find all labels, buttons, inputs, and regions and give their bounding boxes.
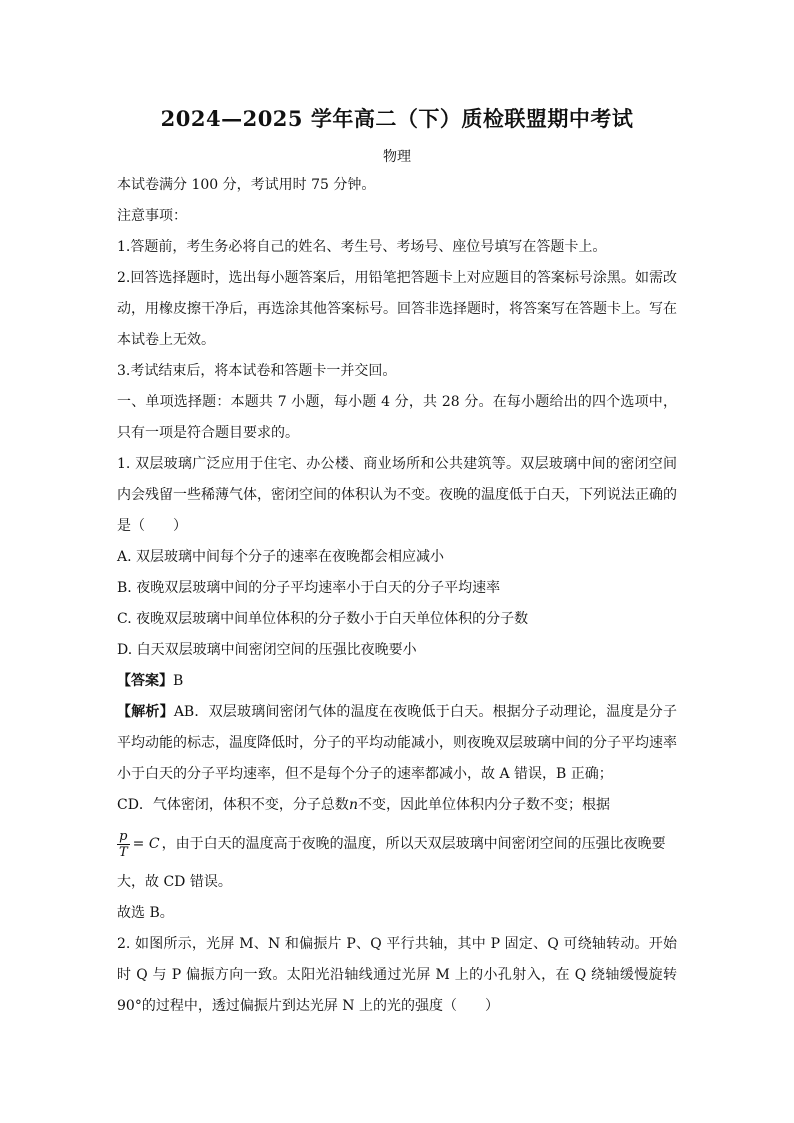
subject-label: 物理: [383, 149, 411, 165]
notice-title: 注意事项：: [117, 208, 187, 224]
notice-item-1: 1.答题前，考生务必将自己的姓名、考生号、考场号、座位号填写在答题卡上。: [117, 239, 607, 255]
section-heading: 一、单项选择题：本题共 7 小题，每小题 4 分，共 28 分。在每小题给出的四个选项中，只有一项是符合题目要求的。: [117, 394, 677, 441]
notice-item-3: 3.考试结束后，将本试卷和答题卡一并交回。: [117, 363, 397, 379]
notice-item-2: 2.回答选择题时，选出每小题答案后，用铅笔把答题卡上对应题目的答案标号涂黑。如需改动，用橡皮擦干净后，再选涂其他答案标号。回答非选择题时，将答案写在答题卡上。写在本试卷上无效。: [117, 270, 677, 348]
question-1-option-c: C. 夜晚双层玻璃中间单位体积的分子数小于白天单位体积的分子数: [117, 611, 529, 627]
question-1-analysis-ab: [117, 697, 677, 790]
question-2-stem: 2. 如图所示，光屏 M、N 和偏振片 P、Q 平行共轴，其中 P 固定、Q 可绕轴转动。开始时 Q 与 P 偏振方向一致。太阳光沿轴线通过光屏 M 上的小孔射入，在 Q 绕轴缓慢旋转 90°的过程中，透过偏振片到达光屏 N 上的光的强度（ ）: [117, 936, 677, 1014]
answer-value: B: [173, 673, 184, 689]
analysis-label: 【解析】: [117, 704, 174, 720]
analysis-text-2a: CD．气体密闭，体积不变，分子总数: [117, 797, 349, 813]
formula-numerator: p: [119, 828, 128, 844]
exam-info: 本试卷满分 100 分，考试用时 75 分钟。: [117, 177, 376, 193]
question-1-option-d: D. 白天双层玻璃中间密闭空间的压强比夜晚要小: [117, 642, 417, 658]
question-1-stem: 1. 双层玻璃广泛应用于住宅、办公楼、商业场所和公共建筑等。双层玻璃中间的密闭空间内会残留一些稀薄气体，密闭空间的体积认为不变。夜晚的温度低于白天，下列说法正确的是（ ）: [117, 456, 677, 534]
formula-denominator: T: [119, 844, 128, 860]
analysis-text-3-first: ，由于白天的温度高于夜晚的温度，所以天双层玻璃中间密闭空间的压强比夜晚要: [161, 835, 666, 852]
question-1-option-b: B. 夜晚双层玻璃中间的分子平均速率小于白天的分子平均速率: [117, 580, 501, 596]
question-1-conclusion: 故选 B。: [117, 905, 174, 921]
formula-line: [117, 821, 677, 867]
question-1-analysis-cd: [117, 790, 677, 821]
question-1-answer: [117, 666, 677, 697]
analysis-text-3-rest: 大，故 CD 错误。: [117, 874, 232, 890]
variable-n: n: [348, 797, 358, 813]
formula-rhs: = C: [132, 835, 160, 852]
analysis-text-1: AB．双层玻璃间密闭气体的温度在夜晚低于白天。根据分子动理论，温度是分子平均动能的标志，温度降低时，分子的平均动能减小，则夜晚双层玻璃中间的分子平均速率小于白天的分子平均速率，但不是每个分子的速率都减小，故 A 错误，B 正确；: [117, 704, 678, 782]
answer-label: 【答案】: [117, 673, 173, 689]
page-title: 2024—2025 学年高二（下）质检联盟期中考试: [160, 106, 634, 131]
analysis-text-2b: 不变，因此单位体积内分子数不变；根据: [357, 797, 610, 813]
exam-body: [117, 170, 677, 1022]
question-1-option-a: A. 双层玻璃中间每个分子的速率在夜晚都会相应减小: [117, 549, 445, 565]
formula-fraction: [117, 829, 130, 860]
